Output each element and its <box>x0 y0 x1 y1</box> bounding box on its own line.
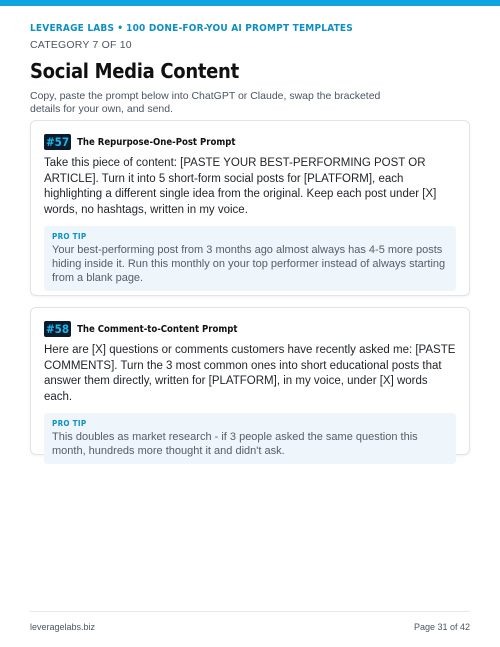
page-header <box>30 23 470 116</box>
brand-name: LEVERAGE LABS <box>30 23 115 34</box>
pro-tip-text: This doubles as market research - if 3 people asked the same question this month, hundreds more thought it and didn't ask. <box>52 431 418 457</box>
footer-divider <box>30 611 470 612</box>
brand-line <box>30 23 470 34</box>
page-title: Social Media Content <box>30 59 239 83</box>
category-label: CATEGORY 7 OF 10 <box>30 39 132 51</box>
product-name: 100 DONE-FOR-YOU AI PROMPT TEMPLATES <box>126 23 353 34</box>
prompt-text: Take this piece of content: [PASTE YOUR BEST-PERFORMING POST OR ARTICLE]. Turn it into 5 short-form social posts for [PLATFORM], each highlighting a different single idea from the original. Keep each post under [X] words, no hashtags, written in my voice. <box>44 157 437 216</box>
footer-site: leveragelabs.biz <box>30 622 96 632</box>
prompt-card-header <box>44 134 456 150</box>
prompt-card <box>30 120 470 296</box>
prompt-title: The Comment-to-Content Prompt <box>77 323 238 335</box>
intro-text: Copy, paste the prompt below into ChatGPT or Claude, swap the bracketed details for your own, and send. <box>30 90 381 115</box>
pro-tip-box <box>44 413 456 464</box>
prompt-card <box>30 307 470 455</box>
prompt-number-badge: #57 <box>46 135 70 149</box>
prompt-text: Here are [X] questions or comments customers have recently asked me: [PASTE COMMENTS]. Turn the 3 most common ones into short educational posts that answer them directly, written for [PLATFORM], in my voice, under [X] words each. <box>44 344 456 403</box>
pro-tip-label: PRO TIP <box>52 419 87 428</box>
footer-page-number: Page 31 of 42 <box>413 622 470 632</box>
pro-tip-text: Your best-performing post from 3 months ago almost always has 4-5 more posts hiding inside it. Run this monthly on your top performer instead of always starting from a blank page. <box>52 244 446 284</box>
prompt-card-header <box>44 321 456 337</box>
top-accent-bar <box>0 0 500 6</box>
prompt-number-badge: #58 <box>46 322 70 336</box>
pro-tip-box <box>44 226 456 291</box>
pro-tip-label: PRO TIP <box>52 232 87 241</box>
brand-separator: • <box>117 23 124 34</box>
prompt-title: The Repurpose-One-Post Prompt <box>77 136 236 148</box>
